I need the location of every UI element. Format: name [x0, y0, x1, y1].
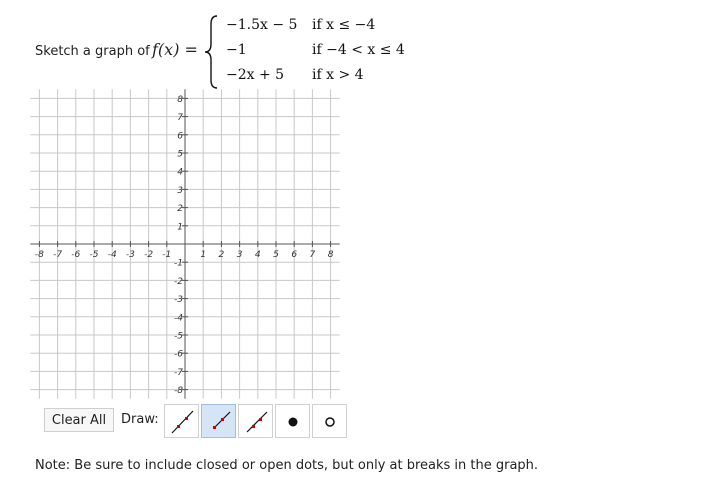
closed-dot-icon — [276, 405, 311, 439]
x-tick-label: -1 — [162, 250, 172, 260]
x-tick-label: 4 — [254, 250, 261, 260]
graphing-area[interactable] — [36, 90, 336, 396]
x-tick-label: 3 — [236, 250, 243, 260]
y-tick-label: -2 — [174, 276, 183, 287]
instruction-note: Note: Be sure to include closed or open dots, but only at breaks in the graph. — [35, 458, 539, 473]
x-tick-label: -3 — [125, 250, 135, 260]
y-tick-label: -7 — [174, 367, 183, 378]
y-tick-label: -4 — [174, 313, 183, 324]
y-tick-label: 8 — [177, 94, 183, 105]
closed-dot-tool[interactable] — [275, 404, 310, 438]
y-tick-label: -1 — [174, 258, 183, 269]
y-tick-label: 4 — [177, 167, 183, 178]
open-dot-icon — [313, 405, 348, 439]
ray-icon — [202, 405, 237, 439]
y-tick-label: 7 — [177, 113, 183, 124]
x-tick-label: 5 — [273, 250, 279, 260]
case-1-expression: −1.5x − 5 — [226, 17, 298, 33]
x-tick-label: -8 — [34, 250, 44, 260]
segment-tool[interactable] — [238, 404, 273, 438]
clear-all-button[interactable]: Clear All — [44, 408, 114, 432]
y-tick-label: -3 — [174, 295, 183, 306]
segment-icon — [239, 405, 274, 439]
x-tick-label: -7 — [53, 250, 63, 260]
x-tick-label: -5 — [89, 250, 99, 260]
line-tool[interactable] — [164, 404, 199, 438]
x-tick-label: 1 — [200, 250, 207, 260]
case-1-condition: if x ≤ −4 — [312, 17, 376, 33]
y-tick-label: -5 — [174, 331, 183, 342]
case-3-expression: −2x + 5 — [226, 67, 285, 83]
case-2-expression: −1 — [226, 42, 247, 58]
x-tick-label: 8 — [327, 250, 334, 260]
y-tick-label: 1 — [177, 222, 183, 233]
line-icon — [165, 405, 200, 439]
y-tick-label: 3 — [177, 185, 183, 196]
function-label: f(x) = — [152, 40, 198, 59]
x-tick-label: 2 — [218, 250, 225, 260]
y-tick-label: -6 — [174, 349, 183, 360]
x-tick-label: -4 — [107, 250, 117, 260]
x-tick-label: -2 — [144, 250, 154, 260]
piecewise-brace — [203, 14, 223, 90]
draw-label: Draw: — [121, 412, 159, 427]
ray-tool[interactable] — [201, 404, 236, 438]
case-3-condition: if x > 4 — [312, 67, 364, 83]
open-dot-tool[interactable] — [312, 404, 347, 438]
y-tick-label: 6 — [177, 131, 183, 142]
x-tick-label: 7 — [309, 250, 316, 260]
y-tick-label: -8 — [174, 386, 183, 397]
case-2-condition: if −4 < x ≤ 4 — [312, 42, 405, 58]
y-tick-label: 5 — [177, 149, 183, 160]
x-tick-label: 6 — [291, 250, 298, 260]
x-tick-label: -6 — [71, 250, 81, 260]
prompt-text: Sketch a graph of — [35, 44, 150, 59]
y-tick-label: 2 — [177, 204, 183, 215]
